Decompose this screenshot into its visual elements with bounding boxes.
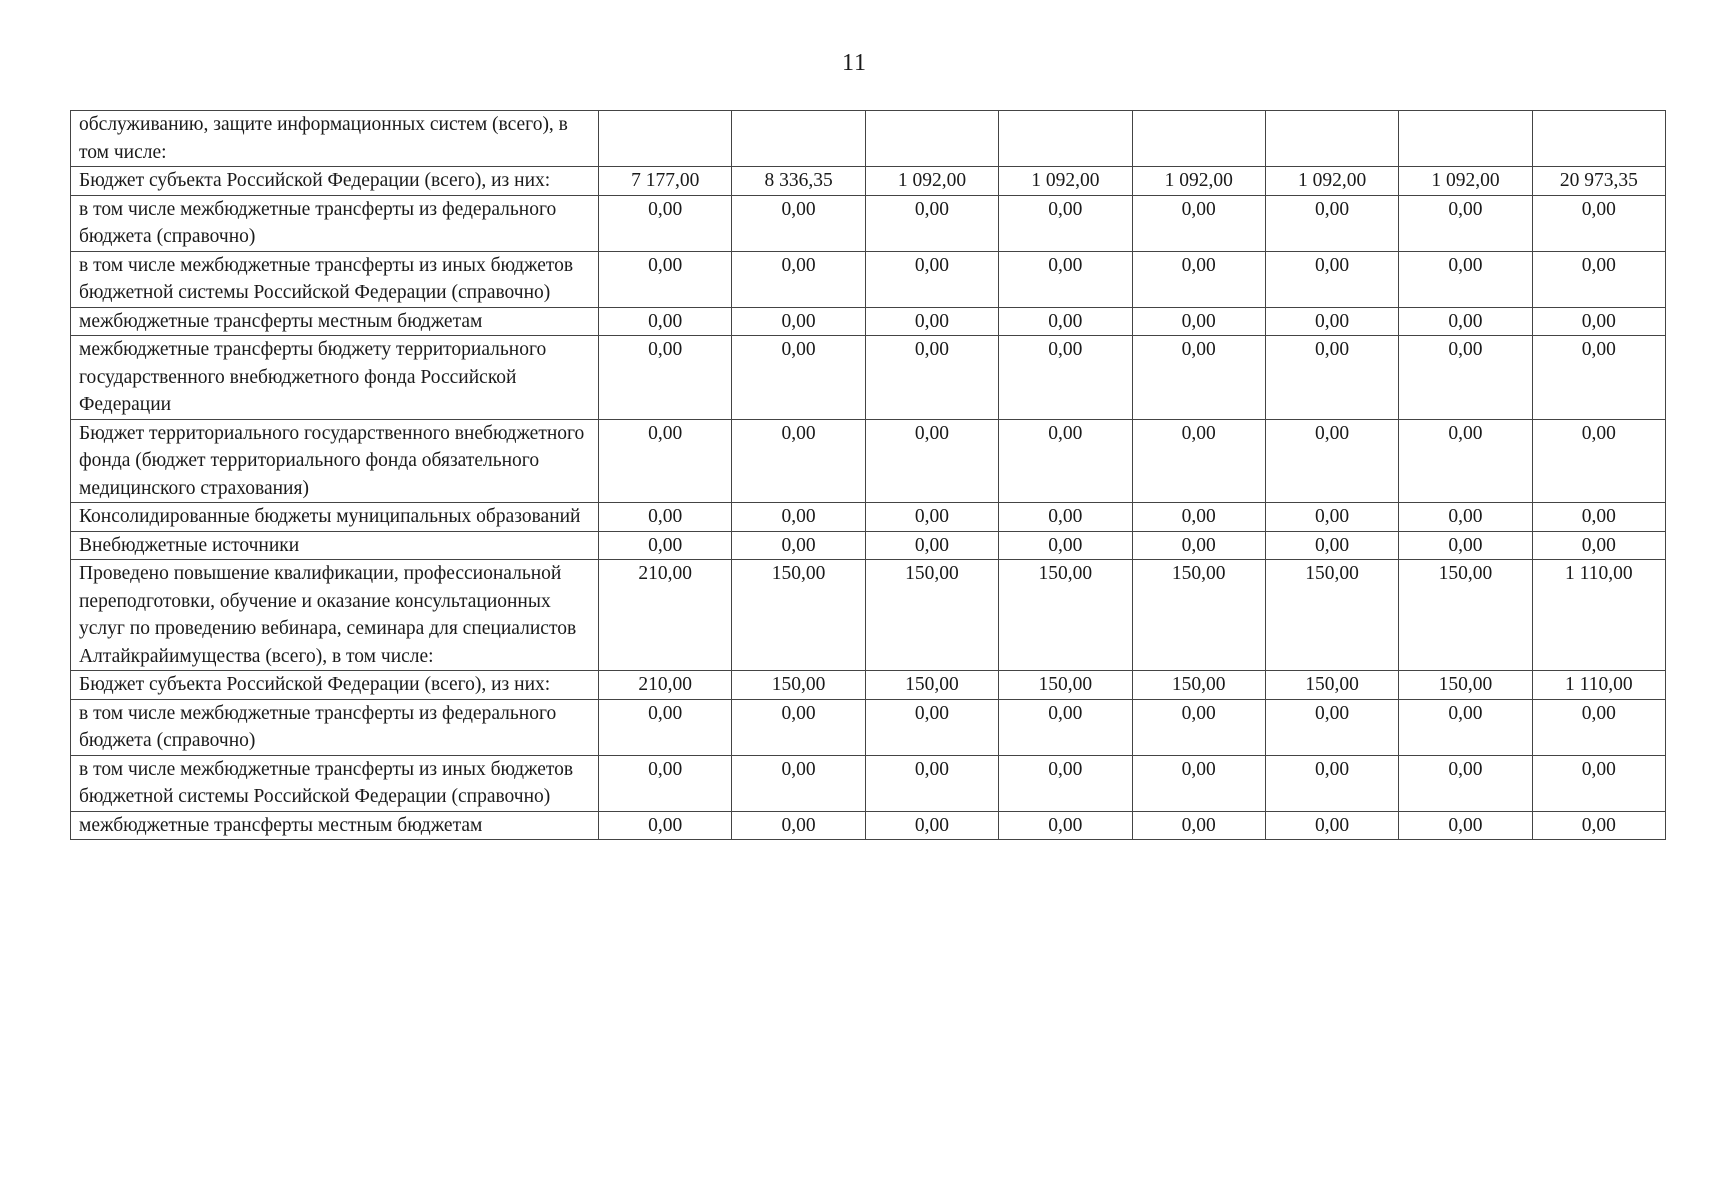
value-cell: 8 336,35 bbox=[732, 167, 865, 196]
value-cell: 0,00 bbox=[732, 531, 865, 560]
table-row bbox=[71, 307, 1666, 336]
value-cell bbox=[599, 111, 732, 167]
table-row bbox=[71, 167, 1666, 196]
value-cell: 0,00 bbox=[1132, 699, 1265, 755]
table-row bbox=[71, 671, 1666, 700]
value-cell: 150,00 bbox=[999, 671, 1132, 700]
table-row bbox=[71, 195, 1666, 251]
value-cell: 0,00 bbox=[1265, 195, 1398, 251]
value-cell bbox=[865, 111, 998, 167]
value-cell bbox=[1132, 111, 1265, 167]
value-cell: 0,00 bbox=[599, 336, 732, 420]
row-label: межбюджетные трансферты местным бюджетам bbox=[71, 811, 599, 840]
value-cell: 0,00 bbox=[1399, 251, 1532, 307]
total-cell: 0,00 bbox=[1532, 251, 1665, 307]
value-cell: 0,00 bbox=[999, 531, 1132, 560]
value-cell: 0,00 bbox=[1399, 755, 1532, 811]
value-cell: 0,00 bbox=[732, 811, 865, 840]
value-cell: 0,00 bbox=[865, 531, 998, 560]
row-label: в том числе межбюджетные трансферты из федерального бюджета (справочно) bbox=[71, 195, 599, 251]
total-cell: 0,00 bbox=[1532, 699, 1665, 755]
value-cell: 0,00 bbox=[732, 755, 865, 811]
table-row bbox=[71, 755, 1666, 811]
value-cell bbox=[1265, 111, 1398, 167]
value-cell: 0,00 bbox=[1399, 503, 1532, 532]
row-label: Бюджет территориального государственного внебюджетного фонда (бюджет территориального фонда обязательного медицинского страхования) bbox=[71, 419, 599, 503]
value-cell: 0,00 bbox=[1399, 307, 1532, 336]
value-cell: 0,00 bbox=[599, 307, 732, 336]
value-cell: 150,00 bbox=[1132, 560, 1265, 671]
value-cell: 0,00 bbox=[1265, 531, 1398, 560]
row-label: Проведено повышение квалификации, профессиональной переподготовки, обучение и оказание консультационных услуг по проведению вебинара, семинара для специалистов Алтайкрайимущества (всего), в том числе: bbox=[71, 560, 599, 671]
row-label: Консолидированные бюджеты муниципальных образований bbox=[71, 503, 599, 532]
value-cell: 150,00 bbox=[1399, 560, 1532, 671]
value-cell: 150,00 bbox=[999, 560, 1132, 671]
value-cell: 1 092,00 bbox=[1132, 167, 1265, 196]
value-cell: 0,00 bbox=[865, 251, 998, 307]
value-cell: 150,00 bbox=[1265, 671, 1398, 700]
table-row bbox=[71, 531, 1666, 560]
value-cell: 0,00 bbox=[599, 531, 732, 560]
value-cell: 0,00 bbox=[1265, 699, 1398, 755]
value-cell: 1 092,00 bbox=[865, 167, 998, 196]
value-cell: 0,00 bbox=[732, 336, 865, 420]
value-cell: 150,00 bbox=[1265, 560, 1398, 671]
value-cell: 0,00 bbox=[1265, 336, 1398, 420]
value-cell: 7 177,00 bbox=[599, 167, 732, 196]
value-cell: 0,00 bbox=[1132, 195, 1265, 251]
value-cell bbox=[1399, 111, 1532, 167]
row-label: в том числе межбюджетные трансферты из иных бюджетов бюджетной системы Российской Федерации (справочно) bbox=[71, 251, 599, 307]
value-cell: 0,00 bbox=[732, 195, 865, 251]
value-cell: 0,00 bbox=[999, 503, 1132, 532]
value-cell: 0,00 bbox=[1132, 307, 1265, 336]
value-cell: 0,00 bbox=[732, 699, 865, 755]
value-cell: 0,00 bbox=[999, 699, 1132, 755]
value-cell: 0,00 bbox=[865, 336, 998, 420]
value-cell: 0,00 bbox=[599, 251, 732, 307]
total-cell: 0,00 bbox=[1532, 336, 1665, 420]
value-cell: 150,00 bbox=[1399, 671, 1532, 700]
value-cell: 0,00 bbox=[865, 755, 998, 811]
value-cell: 1 092,00 bbox=[999, 167, 1132, 196]
value-cell: 0,00 bbox=[865, 503, 998, 532]
value-cell: 0,00 bbox=[865, 307, 998, 336]
value-cell: 0,00 bbox=[1399, 811, 1532, 840]
budget-table-body bbox=[71, 111, 1666, 840]
value-cell: 0,00 bbox=[1399, 531, 1532, 560]
value-cell: 0,00 bbox=[1265, 419, 1398, 503]
value-cell bbox=[732, 111, 865, 167]
value-cell: 0,00 bbox=[599, 811, 732, 840]
total-cell: 0,00 bbox=[1532, 419, 1665, 503]
value-cell: 0,00 bbox=[865, 811, 998, 840]
value-cell: 0,00 bbox=[1399, 419, 1532, 503]
row-label: Внебюджетные источники bbox=[71, 531, 599, 560]
value-cell: 0,00 bbox=[1132, 811, 1265, 840]
value-cell: 0,00 bbox=[732, 503, 865, 532]
row-label: Бюджет субъекта Российской Федерации (всего), из них: bbox=[71, 167, 599, 196]
value-cell: 0,00 bbox=[1132, 755, 1265, 811]
table-row bbox=[71, 251, 1666, 307]
value-cell: 210,00 bbox=[599, 671, 732, 700]
value-cell: 210,00 bbox=[599, 560, 732, 671]
value-cell: 0,00 bbox=[999, 195, 1132, 251]
table-row bbox=[71, 811, 1666, 840]
value-cell: 1 092,00 bbox=[1265, 167, 1398, 196]
total-cell bbox=[1532, 111, 1665, 167]
value-cell: 0,00 bbox=[599, 503, 732, 532]
value-cell: 0,00 bbox=[999, 811, 1132, 840]
total-cell: 1 110,00 bbox=[1532, 671, 1665, 700]
value-cell: 0,00 bbox=[599, 419, 732, 503]
value-cell: 0,00 bbox=[999, 419, 1132, 503]
value-cell: 0,00 bbox=[1132, 531, 1265, 560]
row-label: в том числе межбюджетные трансферты из иных бюджетов бюджетной системы Российской Федерации (справочно) bbox=[71, 755, 599, 811]
value-cell: 150,00 bbox=[732, 560, 865, 671]
value-cell: 0,00 bbox=[999, 755, 1132, 811]
table-row bbox=[71, 336, 1666, 420]
value-cell bbox=[999, 111, 1132, 167]
value-cell: 0,00 bbox=[1265, 755, 1398, 811]
value-cell: 0,00 bbox=[1265, 307, 1398, 336]
total-cell: 1 110,00 bbox=[1532, 560, 1665, 671]
total-cell: 0,00 bbox=[1532, 307, 1665, 336]
total-cell: 0,00 bbox=[1532, 503, 1665, 532]
budget-table bbox=[70, 110, 1666, 840]
value-cell: 0,00 bbox=[732, 307, 865, 336]
table-row bbox=[71, 699, 1666, 755]
value-cell: 150,00 bbox=[732, 671, 865, 700]
value-cell: 0,00 bbox=[1399, 699, 1532, 755]
value-cell: 0,00 bbox=[599, 755, 732, 811]
value-cell: 150,00 bbox=[865, 671, 998, 700]
row-label: обслуживанию, защите информационных систем (всего), в том числе: bbox=[71, 111, 599, 167]
total-cell: 0,00 bbox=[1532, 195, 1665, 251]
value-cell: 0,00 bbox=[999, 307, 1132, 336]
value-cell: 0,00 bbox=[1399, 195, 1532, 251]
value-cell: 0,00 bbox=[599, 195, 732, 251]
value-cell: 0,00 bbox=[1132, 419, 1265, 503]
value-cell: 0,00 bbox=[1265, 251, 1398, 307]
page-number: 11 bbox=[841, 50, 868, 76]
value-cell: 150,00 bbox=[865, 560, 998, 671]
value-cell: 0,00 bbox=[999, 336, 1132, 420]
value-cell: 0,00 bbox=[1132, 503, 1265, 532]
value-cell: 0,00 bbox=[1132, 251, 1265, 307]
value-cell: 0,00 bbox=[1265, 503, 1398, 532]
value-cell: 0,00 bbox=[1399, 336, 1532, 420]
row-label: Бюджет субъекта Российской Федерации (всего), из них: bbox=[71, 671, 599, 700]
row-label: в том числе межбюджетные трансферты из федерального бюджета (справочно) bbox=[71, 699, 599, 755]
table-row bbox=[71, 111, 1666, 167]
total-cell: 0,00 bbox=[1532, 531, 1665, 560]
value-cell: 0,00 bbox=[732, 251, 865, 307]
value-cell: 1 092,00 bbox=[1399, 167, 1532, 196]
value-cell: 0,00 bbox=[732, 419, 865, 503]
value-cell: 0,00 bbox=[865, 195, 998, 251]
value-cell: 0,00 bbox=[865, 419, 998, 503]
total-cell: 0,00 bbox=[1532, 755, 1665, 811]
table-row bbox=[71, 560, 1666, 671]
value-cell: 150,00 bbox=[1132, 671, 1265, 700]
value-cell: 0,00 bbox=[1265, 811, 1398, 840]
value-cell: 0,00 bbox=[865, 699, 998, 755]
table-row bbox=[71, 503, 1666, 532]
total-cell: 0,00 bbox=[1532, 811, 1665, 840]
value-cell: 0,00 bbox=[599, 699, 732, 755]
row-label: межбюджетные трансферты местным бюджетам bbox=[71, 307, 599, 336]
value-cell: 0,00 bbox=[999, 251, 1132, 307]
value-cell: 0,00 bbox=[1132, 336, 1265, 420]
row-label: межбюджетные трансферты бюджету территориального государственного внебюджетного фонда Российской Федерации bbox=[71, 336, 599, 420]
table-row bbox=[71, 419, 1666, 503]
total-cell: 20 973,35 bbox=[1532, 167, 1665, 196]
